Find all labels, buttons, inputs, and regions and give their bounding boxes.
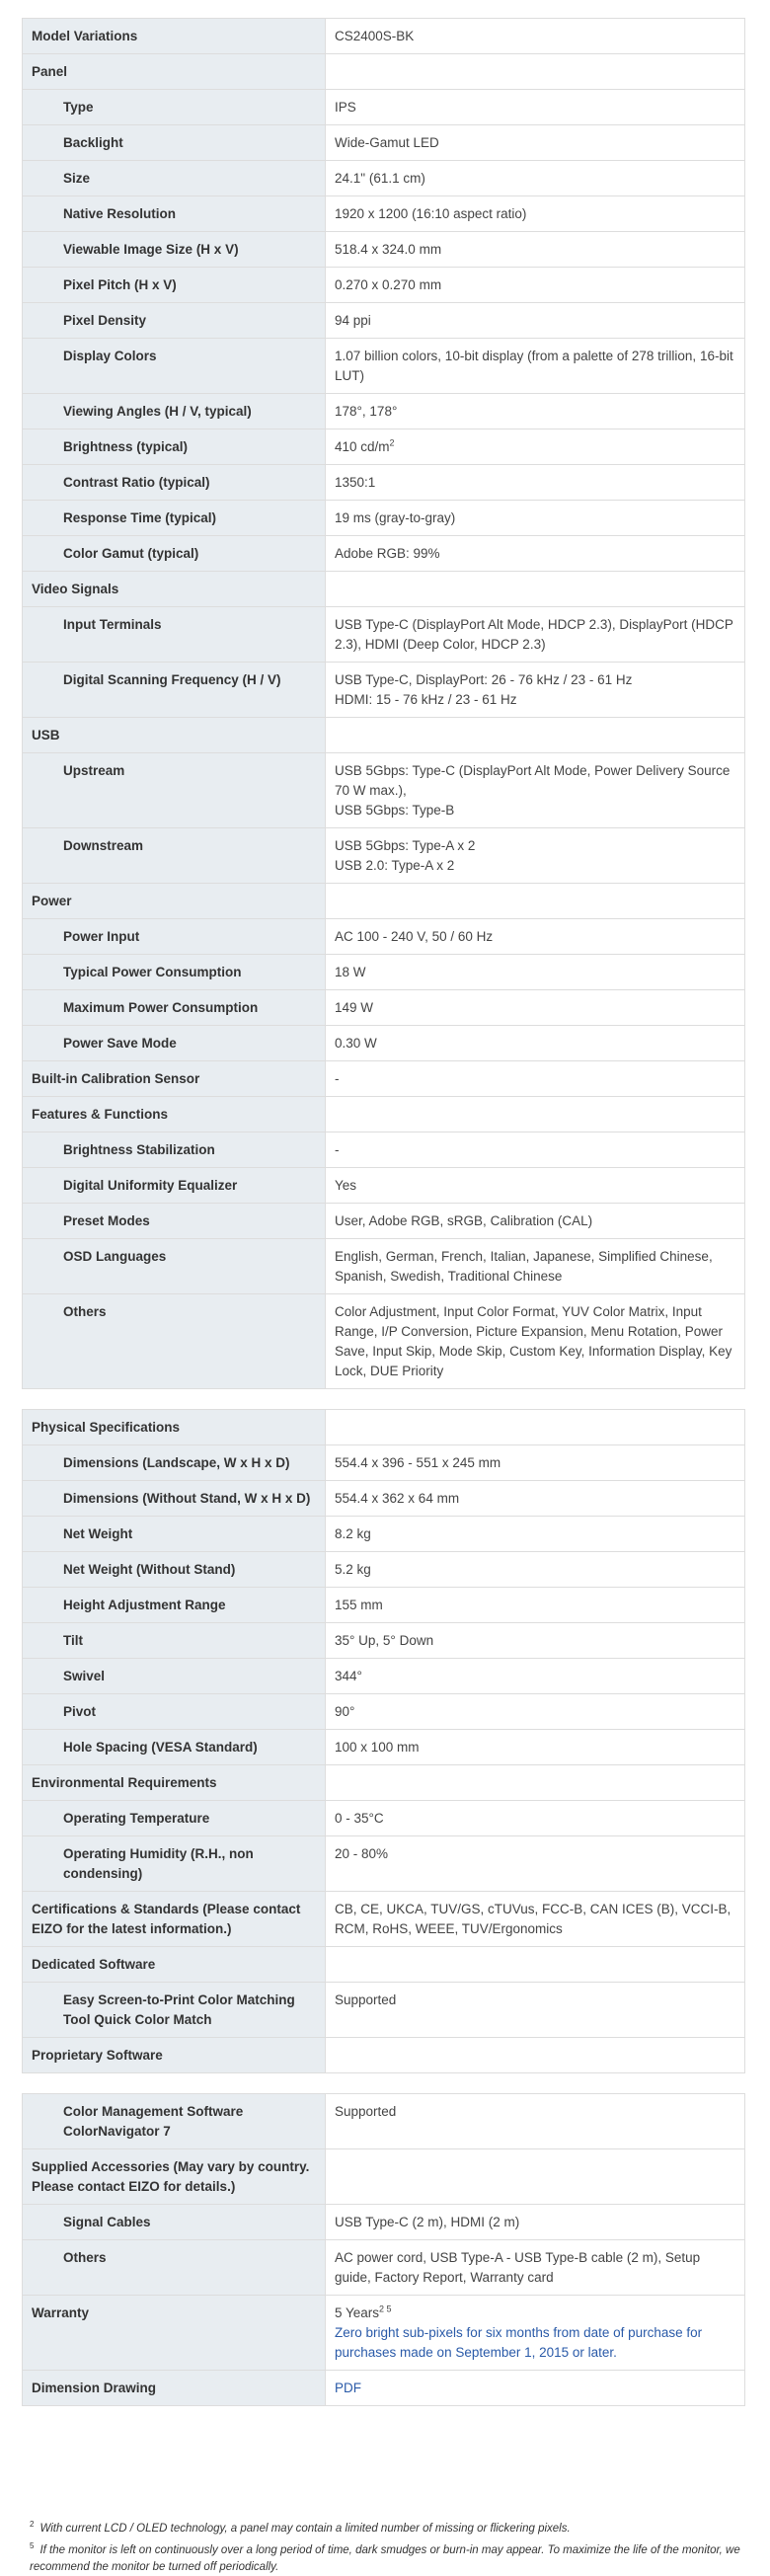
spec-value-cell xyxy=(326,1239,745,1294)
spec-value: 0.270 x 0.270 mm xyxy=(335,277,442,292)
spec-label: Color Management Software ColorNavigator 7 xyxy=(63,2104,244,2139)
spec-label-cell xyxy=(23,1097,326,1132)
spec-label-cell xyxy=(23,1061,326,1097)
spec-value-cell xyxy=(326,1730,745,1765)
spec-label: Display Colors xyxy=(63,349,157,363)
spec-label: Pivot xyxy=(63,1704,97,1719)
spec-table xyxy=(22,2093,745,2406)
spec-value: USB 5Gbps: Type-A x 2 xyxy=(335,838,476,853)
spec-value: CB, CE, UKCA, TUV/GS, cTUVus, FCC-B, CAN ICES (B), VCCI-B, RCM, RoHS, WEEE, TUV/Ergonomics xyxy=(335,1902,732,1936)
spec-value-cell xyxy=(326,2371,745,2406)
spec-label-cell xyxy=(23,465,326,501)
spec-label: Preset Modes xyxy=(63,1213,150,1228)
spec-value-cell xyxy=(326,2149,745,2205)
spec-label-cell xyxy=(23,394,326,429)
table-row xyxy=(23,990,745,1026)
spec-label-cell xyxy=(23,2296,326,2371)
spec-label-cell xyxy=(23,1445,326,1481)
spec-label-cell xyxy=(23,125,326,161)
spec-label: Typical Power Consumption xyxy=(63,965,242,979)
table-row xyxy=(23,753,745,828)
spec-label: Supplied Accessories (May vary by country. Please contact EIZO for details.) xyxy=(32,2159,310,2194)
table-row xyxy=(23,394,745,429)
spec-value-cell xyxy=(326,429,745,465)
spec-value: Color Adjustment, Input Color Format, YUV Color Matrix, Input Range, I/P Conversion, Picture Expansion, Menu Rotation, Power Save, Input Skip, Mode Skip, Custom Key, Information Display, Key Lock, DUE Priority xyxy=(335,1304,732,1378)
spec-value-cell xyxy=(326,1765,745,1801)
spec-value-cell xyxy=(326,1801,745,1836)
spec-value-cell xyxy=(326,2296,745,2371)
spec-value-cell xyxy=(326,828,745,884)
table-row xyxy=(23,1445,745,1481)
spec-value: AC power cord, USB Type-A - USB Type-B cable (2 m), Setup guide, Factory Report, Warranty card xyxy=(335,2250,701,2285)
spec-label-cell xyxy=(23,2149,326,2205)
table-row xyxy=(23,1132,745,1168)
table-row xyxy=(23,1801,745,1836)
spec-label-cell xyxy=(23,718,326,753)
spec-label-cell xyxy=(23,1983,326,2038)
section-row xyxy=(23,572,745,607)
spec-label: Native Resolution xyxy=(63,206,177,221)
spec-value-cell xyxy=(326,753,745,828)
spec-value: 149 W xyxy=(335,1000,374,1015)
spec-value: IPS xyxy=(335,100,356,115)
table-row xyxy=(23,663,745,718)
spec-value-cell xyxy=(326,1168,745,1204)
spec-label-cell xyxy=(23,90,326,125)
section-row xyxy=(23,1765,745,1801)
spec-value-line2: HDMI: 15 - 76 kHz / 23 - 61 Hz xyxy=(335,692,517,707)
spec-label-cell xyxy=(23,1517,326,1552)
spec-label-cell xyxy=(23,1026,326,1061)
spec-label-cell xyxy=(23,1801,326,1836)
spec-label-cell xyxy=(23,2371,326,2406)
spec-value: 90° xyxy=(335,1704,355,1719)
table-row xyxy=(23,1588,745,1623)
spec-value-cell xyxy=(326,125,745,161)
spec-label-cell xyxy=(23,884,326,919)
section-row xyxy=(23,2371,745,2406)
spec-value-cell xyxy=(326,54,745,90)
section-row xyxy=(23,884,745,919)
spec-value: USB Type-C (2 m), HDMI (2 m) xyxy=(335,2215,520,2229)
spec-label-cell xyxy=(23,1836,326,1892)
spec-value-cell xyxy=(326,884,745,919)
spec-value: USB Type-C (DisplayPort Alt Mode, HDCP 2.3), DisplayPort (HDCP 2.3), HDMI (Deep Color, HDCP 2.3) xyxy=(335,617,733,652)
spec-label: Dimension Drawing xyxy=(32,2381,157,2395)
spec-value-cell xyxy=(326,1892,745,1947)
footnote-text: With current LCD / OLED technology, a panel may contain a limited number of missing or flickering pixels. xyxy=(39,2522,571,2535)
table-row xyxy=(23,828,745,884)
spec-value-cell xyxy=(326,1445,745,1481)
spec-label-cell xyxy=(23,1168,326,1204)
table-row xyxy=(23,1517,745,1552)
spec-value-cell xyxy=(326,1983,745,2038)
table-row xyxy=(23,161,745,196)
spec-label-cell xyxy=(23,1239,326,1294)
table-row xyxy=(23,1983,745,2038)
spec-label: Pixel Pitch (H x V) xyxy=(63,277,177,292)
spec-label-cell xyxy=(23,1481,326,1517)
table-row xyxy=(23,429,745,465)
spec-label-cell xyxy=(23,2038,326,2073)
spec-label: Certifications & Standards (Please contact EIZO for the latest information.) xyxy=(32,1902,301,1936)
spec-label: Contrast Ratio (typical) xyxy=(63,475,210,490)
spec-label: Built-in Calibration Sensor xyxy=(32,1071,200,1086)
spec-label-cell xyxy=(23,536,326,572)
spec-label: Upstream xyxy=(63,763,125,778)
table-row xyxy=(23,919,745,955)
spec-value-cell xyxy=(326,718,745,753)
spec-label-cell xyxy=(23,1588,326,1623)
spec-value: USB 5Gbps: Type-C (DisplayPort Alt Mode, Power Delivery Source 70 W max.), xyxy=(335,763,731,798)
table-row xyxy=(23,1623,745,1659)
spec-label: Type xyxy=(63,100,94,115)
spec-label: USB xyxy=(32,728,60,742)
table-row xyxy=(23,1659,745,1694)
table-row xyxy=(23,196,745,232)
spec-label-cell xyxy=(23,572,326,607)
table-row xyxy=(23,1694,745,1730)
spec-label: Brightness (typical) xyxy=(63,439,189,454)
table-row xyxy=(23,1730,745,1765)
table-row xyxy=(23,1239,745,1294)
spec-label-cell xyxy=(23,54,326,90)
spec-label-cell xyxy=(23,1623,326,1659)
spec-value-line2: Zero bright sub-pixels for six months from date of purchase for purchases made on September 1, 2015 or later. xyxy=(335,2325,703,2360)
table-row xyxy=(23,339,745,394)
spec-table xyxy=(22,18,745,1389)
spec-label: Downstream xyxy=(63,838,144,853)
section-row xyxy=(23,2296,745,2371)
spec-label: Operating Temperature xyxy=(63,1811,210,1826)
spec-label: Power Save Mode xyxy=(63,1036,177,1051)
spec-label-cell xyxy=(23,2094,326,2149)
spec-value: Supported xyxy=(335,1992,397,2007)
spec-label: Viewing Angles (H / V, typical) xyxy=(63,404,252,419)
table-break xyxy=(22,1389,745,1409)
spec-value: 5.2 kg xyxy=(335,1562,371,1577)
spec-value: - xyxy=(335,1071,340,1086)
spec-label: Brightness Stabilization xyxy=(63,1142,215,1157)
table-row xyxy=(23,2205,745,2240)
spec-label-cell xyxy=(23,1694,326,1730)
spec-value-cell xyxy=(326,501,745,536)
spec-value: 35° Up, 5° Down xyxy=(335,1633,434,1648)
spec-value-cell xyxy=(326,19,745,54)
spec-value-cell xyxy=(326,1517,745,1552)
spec-value-cell xyxy=(326,607,745,663)
section-row xyxy=(23,1410,745,1445)
spec-value-cell xyxy=(326,2240,745,2296)
table-break xyxy=(22,2073,745,2093)
spec-label-cell xyxy=(23,1294,326,1389)
spec-value: 1.07 billion colors, 10-bit display (from a palette of 278 trillion, 16-bit LUT) xyxy=(335,349,733,383)
footnote-marker: 2 xyxy=(389,437,395,448)
table-row xyxy=(23,2240,745,2296)
spec-value-cell xyxy=(326,1061,745,1097)
spec-value-cell xyxy=(326,1588,745,1623)
table-row xyxy=(23,1481,745,1517)
table-row xyxy=(23,1294,745,1389)
spec-label: OSD Languages xyxy=(63,1249,167,1264)
spec-label: Easy Screen-to-Print Color Matching Tool Quick Color Match xyxy=(63,1992,295,2027)
spec-value: 178°, 178° xyxy=(335,404,398,419)
spec-value-cell xyxy=(326,2205,745,2240)
spec-value: 20 - 80% xyxy=(335,1846,389,1861)
spec-label: Dedicated Software xyxy=(32,1957,156,1972)
table-row xyxy=(23,1552,745,1588)
spec-value-cell xyxy=(326,339,745,394)
spec-value: 19 ms (gray-to-gray) xyxy=(335,510,456,525)
table-row xyxy=(23,125,745,161)
spec-value-cell xyxy=(326,1481,745,1517)
section-row xyxy=(23,1061,745,1097)
section-row xyxy=(23,2149,745,2205)
dimension-drawing-link[interactable]: PDF xyxy=(335,2381,361,2395)
spec-label-cell xyxy=(23,1410,326,1445)
spec-label: Proprietary Software xyxy=(32,2048,163,2063)
spec-value-cell xyxy=(326,1132,745,1168)
spec-label: Response Time (typical) xyxy=(63,510,217,525)
spec-label: Panel xyxy=(32,64,68,79)
spec-label-cell xyxy=(23,339,326,394)
spec-value-cell xyxy=(326,1410,745,1445)
spec-label: Color Gamut (typical) xyxy=(63,546,199,561)
spec-label: Environmental Requirements xyxy=(32,1775,217,1790)
spec-label-cell xyxy=(23,1730,326,1765)
spec-label: Dimensions (Without Stand, W x H x D) xyxy=(63,1491,311,1506)
spec-value: 518.4 x 324.0 mm xyxy=(335,242,442,257)
spec-value-cell xyxy=(326,1623,745,1659)
spec-label-cell xyxy=(23,501,326,536)
spec-label-cell xyxy=(23,1204,326,1239)
spec-label-cell xyxy=(23,1892,326,1947)
spec-label: Pixel Density xyxy=(63,313,147,328)
spec-value: 1920 x 1200 (16:10 aspect ratio) xyxy=(335,206,527,221)
spec-label-cell xyxy=(23,828,326,884)
spec-label: Warranty xyxy=(32,2305,90,2320)
section-row xyxy=(23,2038,745,2073)
spec-value-cell xyxy=(326,196,745,232)
table-row xyxy=(23,955,745,990)
spec-label: Operating Humidity (R.H., non condensing) xyxy=(63,1846,254,1881)
spec-value: User, Adobe RGB, sRGB, Calibration (CAL) xyxy=(335,1213,593,1228)
spec-label: Digital Scanning Frequency (H / V) xyxy=(63,672,281,687)
spec-label-cell xyxy=(23,990,326,1026)
table-row xyxy=(23,1836,745,1892)
spec-label-cell xyxy=(23,663,326,718)
spec-label: Features & Functions xyxy=(32,1107,169,1122)
spec-label-cell xyxy=(23,19,326,54)
table-row xyxy=(23,303,745,339)
spec-label: Size xyxy=(63,171,91,186)
spec-value: 0 - 35°C xyxy=(335,1811,384,1826)
spec-value-cell xyxy=(326,1947,745,1983)
footnote-marker: 2 5 xyxy=(379,2303,392,2314)
spec-label: Backlight xyxy=(63,135,123,150)
spec-label: Height Adjustment Range xyxy=(63,1598,226,1612)
spec-label-cell xyxy=(23,1947,326,1983)
spec-label-cell xyxy=(23,2240,326,2296)
spec-value-cell xyxy=(326,2038,745,2073)
spec-value-cell xyxy=(326,394,745,429)
section-row xyxy=(23,19,745,54)
spec-label-cell xyxy=(23,607,326,663)
spec-label-cell xyxy=(23,1765,326,1801)
table-row xyxy=(23,90,745,125)
footnote-text: If the monitor is left on continuously over a long period of time, dark smudges or burn-in may appear. To maximize the life of the monitor, we recommend the monitor be turned off periodically. xyxy=(30,2543,740,2573)
spec-label: Signal Cables xyxy=(63,2215,151,2229)
table-row xyxy=(23,2094,745,2149)
spec-label: Others xyxy=(63,2250,107,2265)
spec-label: Video Signals xyxy=(32,582,119,596)
table-row xyxy=(23,1168,745,1204)
spec-value: 18 W xyxy=(335,965,366,979)
spec-value: 8.2 kg xyxy=(335,1526,371,1541)
table-row xyxy=(23,1204,745,1239)
spec-label-cell xyxy=(23,919,326,955)
spec-table-container xyxy=(22,18,745,2406)
spec-label: Hole Spacing (VESA Standard) xyxy=(63,1740,258,1755)
table-row xyxy=(23,232,745,268)
spec-value-cell xyxy=(326,663,745,718)
spec-label: Model Variations xyxy=(32,29,138,43)
table-row xyxy=(23,607,745,663)
spec-label-cell xyxy=(23,196,326,232)
spec-value-cell xyxy=(326,536,745,572)
spec-label-cell xyxy=(23,429,326,465)
spec-label: Physical Specifications xyxy=(32,1420,181,1435)
spec-value-cell xyxy=(326,1097,745,1132)
section-row xyxy=(23,718,745,753)
spec-value: CS2400S-BK xyxy=(335,29,415,43)
spec-value: 344° xyxy=(335,1669,362,1683)
spec-label: Digital Uniformity Equalizer xyxy=(63,1178,238,1193)
spec-label-cell xyxy=(23,161,326,196)
spec-value-cell xyxy=(326,572,745,607)
footnotes xyxy=(30,2516,750,2576)
table-row xyxy=(23,501,745,536)
spec-label-cell xyxy=(23,1659,326,1694)
spec-value: 554.4 x 396 - 551 x 245 mm xyxy=(335,1455,501,1470)
spec-label-cell xyxy=(23,1552,326,1588)
spec-value-cell xyxy=(326,161,745,196)
spec-label: Power Input xyxy=(63,929,140,944)
spec-label: Net Weight (Without Stand) xyxy=(63,1562,236,1577)
spec-label: Viewable Image Size (H x V) xyxy=(63,242,239,257)
spec-value: 100 x 100 mm xyxy=(335,1740,420,1755)
table-row xyxy=(23,536,745,572)
section-row xyxy=(23,1097,745,1132)
table-row xyxy=(23,1026,745,1061)
section-row xyxy=(23,1947,745,1983)
spec-value-line2: USB 2.0: Type-A x 2 xyxy=(335,858,455,873)
section-row xyxy=(23,54,745,90)
spec-value-cell xyxy=(326,232,745,268)
spec-value-cell xyxy=(326,1836,745,1892)
spec-value: - xyxy=(335,1142,340,1157)
spec-value: 94 ppi xyxy=(335,313,371,328)
spec-label-cell xyxy=(23,753,326,828)
spec-label: Tilt xyxy=(63,1633,83,1648)
spec-value: 410 cd/m xyxy=(335,439,390,454)
spec-label: Net Weight xyxy=(63,1526,133,1541)
spec-value-cell xyxy=(326,268,745,303)
spec-value: English, German, French, Italian, Japanese, Simplified Chinese, Spanish, Swedish, Traditional Chinese xyxy=(335,1249,713,1284)
spec-label-cell xyxy=(23,2205,326,2240)
spec-label-cell xyxy=(23,303,326,339)
footnote xyxy=(30,2516,750,2537)
spec-label-cell xyxy=(23,955,326,990)
spec-value: Adobe RGB: 99% xyxy=(335,546,440,561)
spec-value: USB Type-C, DisplayPort: 26 - 76 kHz / 23 - 61 Hz xyxy=(335,672,633,687)
table-row xyxy=(23,268,745,303)
footnote-marker: 2 xyxy=(30,2520,35,2529)
spec-value-cell xyxy=(326,1026,745,1061)
spec-label: Input Terminals xyxy=(63,617,162,632)
spec-value-cell xyxy=(326,90,745,125)
spec-value-cell xyxy=(326,955,745,990)
spec-value: Wide-Gamut LED xyxy=(335,135,439,150)
spec-label-cell xyxy=(23,268,326,303)
spec-value: AC 100 - 240 V, 50 / 60 Hz xyxy=(335,929,494,944)
spec-label-cell xyxy=(23,232,326,268)
spec-value-cell xyxy=(326,1294,745,1389)
spec-value: Yes xyxy=(335,1178,357,1193)
spec-table xyxy=(22,1409,745,2073)
spec-value-cell xyxy=(326,465,745,501)
spec-value-cell xyxy=(326,2094,745,2149)
spec-value-cell xyxy=(326,990,745,1026)
spec-value-cell xyxy=(326,1694,745,1730)
spec-value: 0.30 W xyxy=(335,1036,377,1051)
spec-value: 554.4 x 362 x 64 mm xyxy=(335,1491,460,1506)
footnote-marker: 5 xyxy=(30,2540,35,2550)
spec-label: Swivel xyxy=(63,1669,106,1683)
spec-value-cell xyxy=(326,919,745,955)
footnote xyxy=(30,2537,750,2576)
spec-value-cell xyxy=(326,303,745,339)
spec-value-line2: USB 5Gbps: Type-B xyxy=(335,803,455,818)
spec-value: Supported xyxy=(335,2104,397,2119)
spec-label: Others xyxy=(63,1304,107,1319)
table-row xyxy=(23,465,745,501)
spec-value: 155 mm xyxy=(335,1598,383,1612)
spec-value: 1350:1 xyxy=(335,475,376,490)
spec-value-cell xyxy=(326,1552,745,1588)
spec-label: Dimensions (Landscape, W x H x D) xyxy=(63,1455,290,1470)
spec-label: Power xyxy=(32,894,72,908)
spec-label: Maximum Power Consumption xyxy=(63,1000,259,1015)
spec-value: 5 Years xyxy=(335,2305,380,2320)
spec-value-cell xyxy=(326,1204,745,1239)
spec-value-cell xyxy=(326,1659,745,1694)
section-row xyxy=(23,1892,745,1947)
spec-label-cell xyxy=(23,1132,326,1168)
spec-value: 24.1" (61.1 cm) xyxy=(335,171,425,186)
